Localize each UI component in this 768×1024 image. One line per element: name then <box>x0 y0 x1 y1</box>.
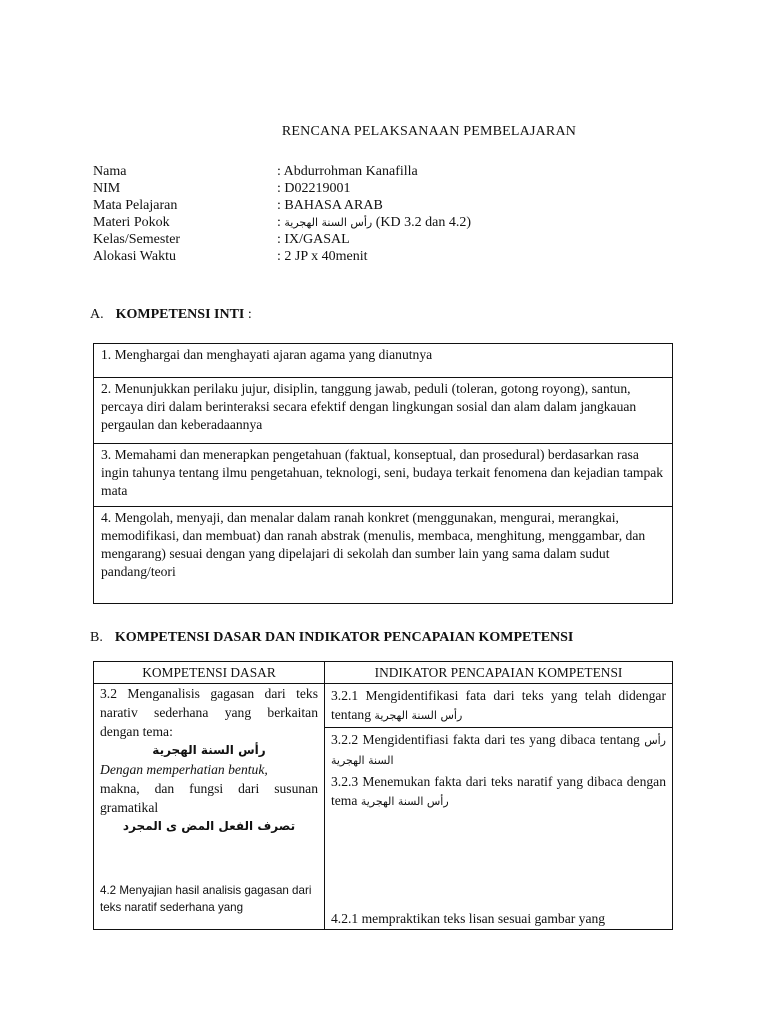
ki-cell: 1. Menghargai dan menghayati ajaran agama yang dianutnya <box>94 344 673 378</box>
section-colon: : <box>244 307 252 322</box>
section-b-heading <box>90 630 573 646</box>
indicator-arabic: رأس السنة الهجرية <box>374 709 463 722</box>
section-a-heading <box>90 307 252 323</box>
section-letter: A. <box>90 307 104 322</box>
identity-value: : BAHASA ARAB <box>277 198 383 213</box>
indicator-4-2-1: 4.2.1 mempraktikan teks lisan sesuai gambar yang <box>331 911 606 926</box>
table-header-row <box>94 662 673 684</box>
identity-value: : Abdurrohman Kanafilla <box>277 164 418 179</box>
section-letter: B. <box>90 630 103 645</box>
table-row <box>94 507 673 604</box>
spacer <box>331 813 666 909</box>
section-title-text: KOMPETENSI INTI <box>115 307 245 322</box>
kd-4-2-text: 4.2 Menyajian hasil analisis gagasan dari teks naratif sederhana yang <box>100 884 312 914</box>
kd-3-2-rest: makna, dan fungsi dari susunan gramatikal <box>100 781 318 815</box>
identity-label: Mata Pelajaran <box>93 198 178 213</box>
indicator-arabic: رأس السنة الهجرية <box>360 795 449 808</box>
identity-row-class <box>93 231 471 248</box>
table-row <box>94 684 673 930</box>
identity-block <box>93 163 471 265</box>
kd-3-2-arabic-2: تصرف الفعل المض ى المجرد <box>122 819 296 833</box>
identity-row-subject <box>93 197 471 214</box>
table-row <box>94 344 673 378</box>
indicator-3-2-3 <box>331 772 666 813</box>
topic-suffix: (KD 3.2 dan 4.2) <box>372 215 471 230</box>
topic-prefix: : <box>277 215 285 230</box>
indicator-cell <box>325 684 673 930</box>
document-title: RENCANA PELAKSANAAN PEMBELAJARAN <box>281 124 577 139</box>
indicator-3-2-1 <box>331 684 666 727</box>
indicator-text: 3.2.2 Mengidentifiasi fakta dari tes yang dibaca tentang <box>331 732 640 747</box>
kd-3-2-arabic: رأس السنة الهجرية <box>152 743 266 757</box>
identity-label: Nama <box>93 164 127 179</box>
ki-cell: 3. Memahami dan menerapkan pengetahuan (faktual, konseptual, dan prosedural) berdasarkan rasa ingin tahunya tentang ilmu pengetahuan, teknologi, seni, budaya terkait fenomena dan kejadian tampak mata <box>94 444 673 507</box>
identity-value: : 2 JP x 40menit <box>277 249 368 264</box>
section-title: KOMPETENSI DASAR DAN INDIKATOR PENCAPAIAN KOMPETENSI <box>114 630 574 645</box>
section-title <box>116 307 252 323</box>
identity-label: Kelas/Semester <box>93 232 181 247</box>
header-indikator: INDIKATOR PENCAPAIAN KOMPETENSI <box>325 662 673 684</box>
indicator-text: 3.2.3 Menemukan fakta dari teks naratif yang dibaca dengan tema <box>331 774 666 808</box>
identity-row-time <box>93 248 471 265</box>
identity-row-topic <box>93 214 471 231</box>
header-kompetensi-dasar: KOMPETENSI DASAR <box>94 662 325 684</box>
identity-row-nim <box>93 180 471 197</box>
kd-3-2-text: 3.2 Menganalisis gagasan dari teks narativ sederhana yang berkaitan dengan tema: <box>100 686 318 739</box>
table-row <box>94 378 673 444</box>
ki-cell: 2. Menunjukkan perilaku jujur, disiplin, tanggung jawab, peduli (toleran, gotong royong), santun, percaya diri dalam berinteraksi secara efektif dengan lingkungan sosial dan alam dalam jangkauan pergaulan dan keberadaannya <box>94 378 673 444</box>
identity-value: : IX/GASAL <box>277 232 350 247</box>
spacer <box>100 836 318 882</box>
identity-label: Alokasi Waktu <box>93 249 176 264</box>
identity-value: : D02219001 <box>277 181 351 196</box>
identity-value <box>277 214 471 231</box>
indicator-arabic: رأس السنة الهجرية <box>331 734 666 767</box>
identity-label: NIM <box>93 181 121 196</box>
indicator-text: 3.2.1 Mengidentifikasi fata dari teks yang telah didengar tentang <box>331 688 666 722</box>
kd-cell <box>94 684 325 930</box>
identity-row-name <box>93 163 471 180</box>
table-row <box>94 444 673 507</box>
identity-label: Materi Pokok <box>93 215 170 230</box>
kompetensi-dasar-table <box>93 661 673 930</box>
ki-cell: 4. Mengolah, menyaji, dan menalar dalam ranah konkret (menggunakan, mengurai, merangkai, memodifikasi, dan membuat) dan ranah abstrak (menulis, membaca, menghitung, menggambar, dan mengarang) sesuai dengan yang dipelajari di sekolah dan sumber lain yang sama dalam sudut pandang/teori <box>94 507 673 604</box>
topic-arabic: رأس السنة الهجرية <box>284 216 373 229</box>
kompetensi-inti-table <box>93 343 673 604</box>
kd-3-2-italic: Dengan memperhatian bentuk, <box>100 762 268 777</box>
indicator-3-2-2 <box>331 728 666 772</box>
